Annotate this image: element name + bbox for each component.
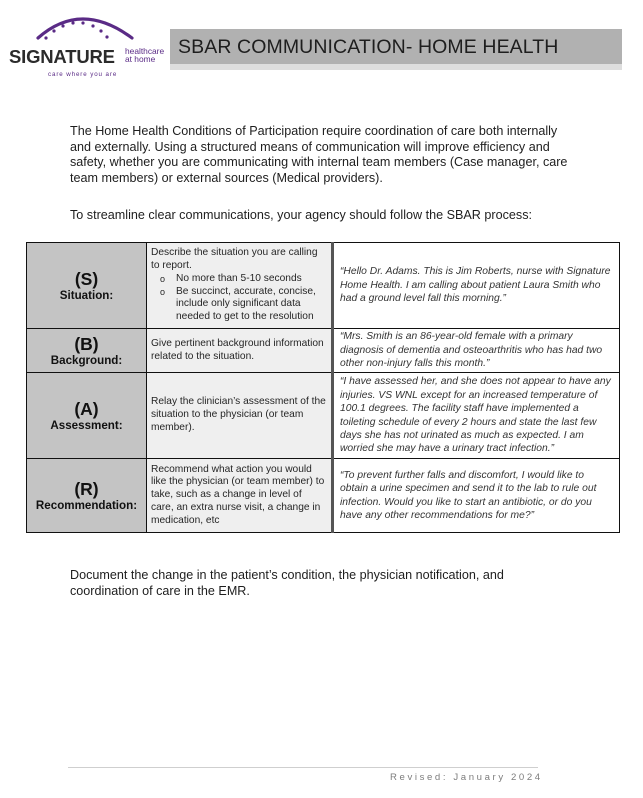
row-example: “Mrs. Smith is an 86-year-old female with a primary diagnosis of dementia and osteoarthritis who has had two other non-injury falls this month.” bbox=[333, 329, 620, 373]
logo-subtitle-line2: at home bbox=[125, 54, 156, 65]
description-bullets bbox=[151, 273, 327, 324]
row-name: Background: bbox=[50, 353, 123, 367]
row-letter: (B) bbox=[74, 333, 99, 354]
title-banner bbox=[170, 29, 622, 64]
intro-paragraph: The Home Health Conditions of Participation require coordination of care both internally and externally. Using a structured means of communication will improve efficiency and safety, whether you are communicating with internal team members (Case manager, care team members) or external sources (Medical providers). bbox=[70, 124, 568, 185]
logo-subtitle-line1: healthcare bbox=[125, 46, 165, 56]
row-letter: (S) bbox=[74, 268, 99, 289]
description-text: Describe the situation you are calling to report. bbox=[151, 247, 318, 271]
lead-paragraph: To streamline clear communications, your agency should follow the SBAR process: bbox=[70, 208, 532, 222]
title-underline bbox=[170, 64, 622, 70]
table-row-assessment bbox=[27, 373, 620, 459]
description-text: Relay the clinician’s assessment of the situation to the physician (or team member). bbox=[151, 396, 326, 433]
row-example: “I have assessed her, and she does not appear to have any injuries. VS WNL except for an increased temperature of 100.1 degrees. The facility staff have implemented a toileting schedule of every 2 hours and state the last few days she has not urinated as much as expected. I am worried she may have a urinary tract infection.” bbox=[333, 373, 620, 459]
closing-paragraph: Document the change in the patient’s condition, the physician notification, and coordination of care in the EMR. bbox=[70, 568, 504, 598]
bullet-item: o Be succinct, accurate, concise, include only significant data needed to get to the resolution bbox=[160, 286, 327, 324]
row-description bbox=[147, 243, 333, 329]
row-example: “Hello Dr. Adams. This is Jim Roberts, nurse with Signature Home Health. I am calling about patient Laura Smith who had a ground level fall this morning.” bbox=[333, 243, 620, 329]
row-label bbox=[27, 373, 147, 459]
signature-logo bbox=[8, 8, 168, 80]
row-label bbox=[27, 243, 147, 329]
bullet-item: o No more than 5-10 seconds bbox=[160, 273, 327, 286]
row-example: “To prevent further falls and discomfort, I would like to obtain a urine specimen and send it to the lab to rule out infection. Would you like to start an antibiotic, or do you have any other recommendations for me?” bbox=[333, 459, 620, 533]
row-name: Recommendation: bbox=[35, 498, 138, 512]
description-text: Recommend what action you would like the physician (or team member) to take, such as a change in level of care, an extra nurse visit, a change in medication, etc bbox=[151, 463, 325, 526]
logo-arc-icon bbox=[36, 8, 136, 46]
row-letter: (R) bbox=[74, 478, 99, 499]
revision-date: Revised: January 2024 bbox=[390, 772, 543, 783]
description-text: Give pertinent background information related to the situation. bbox=[151, 337, 324, 362]
table-row-background bbox=[27, 329, 620, 373]
logo-subtitle bbox=[125, 47, 164, 63]
footer-divider bbox=[68, 767, 538, 768]
row-name: Assessment: bbox=[50, 418, 123, 432]
row-description bbox=[147, 459, 333, 533]
logo-wordmark: SIGNATURE bbox=[9, 46, 115, 67]
row-description bbox=[147, 329, 333, 373]
row-label bbox=[27, 329, 147, 373]
sbar-table bbox=[26, 242, 620, 533]
logo-tagline: care where you are bbox=[48, 71, 118, 78]
table-row-recommendation bbox=[27, 459, 620, 533]
page-title: SBAR COMMUNICATION- HOME HEALTH bbox=[178, 36, 559, 58]
row-description bbox=[147, 373, 333, 459]
row-name: Situation: bbox=[59, 288, 114, 302]
row-letter: (A) bbox=[74, 398, 99, 419]
row-label bbox=[27, 459, 147, 533]
table-row-situation bbox=[27, 243, 620, 329]
